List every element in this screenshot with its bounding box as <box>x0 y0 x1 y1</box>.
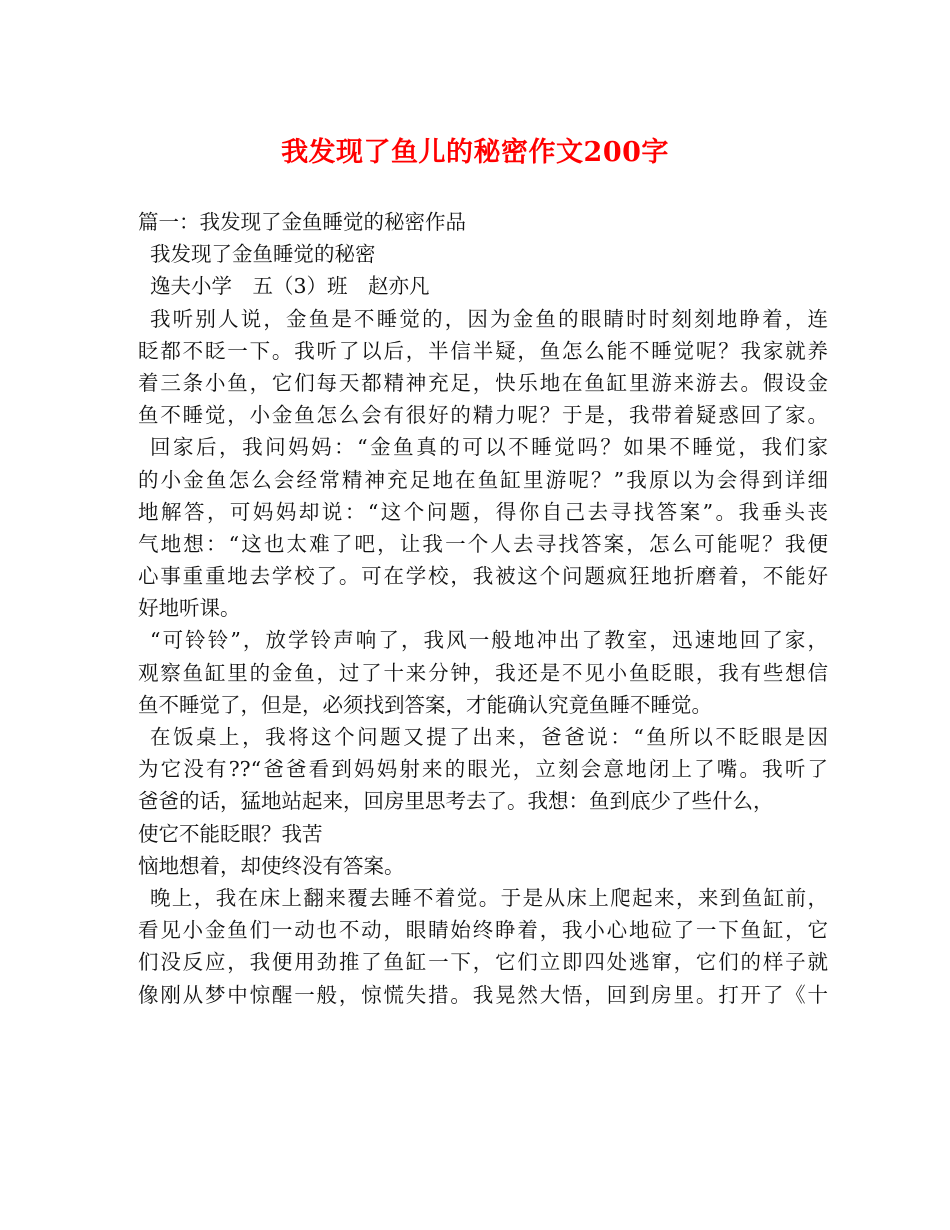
paragraph-line: 看见小金鱼们一动也不动，眼睛始终睁着，我小心地砬了一下鱼缸，它 <box>138 918 828 943</box>
paragraph-line: 鱼不睡觉，小金鱼怎么会有很好的精力呢？于是，我带着疑惑回了家。 <box>138 403 828 428</box>
paragraph-line: 眨都不眨一下。我听了以后，半信半疑，鱼怎么能不睡觉呢？我家就养 <box>138 338 828 363</box>
paragraph-line: 回家后，我问妈妈：“金鱼真的可以不睡觉吗？如果不睡觉，我们家 <box>150 435 828 460</box>
paragraph-line: 在饭桌上，我将这个问题又提了出来，爸爸说：“鱼所以不眨眼是因 <box>150 725 828 749</box>
paragraph-line: 的小金鱼怎么会经常精神充足地在鱼缸里游呢？”我原以为会得到详细 <box>138 467 828 492</box>
paragraph-line: 着三条小鱼，它们每天都精神充足，快乐地在鱼缸里游来游去。假设金 <box>138 370 828 395</box>
paragraph-line: 观察鱼缸里的金鱼，过了十来分钟，我还是不见小鱼眨眼，我有些想信 <box>138 660 828 685</box>
paragraph-line: 鱼不睡觉了，但是，必须找到答案，才能确认究竟鱼睡不睡觉。 <box>138 692 712 717</box>
paragraph-line: 篇一：我发现了金鱼睡觉的秘密作品 <box>138 210 466 234</box>
paragraph-line: 好地听课。 <box>138 596 241 621</box>
paragraph-line: 恼地想着，却使终没有答案。 <box>138 853 405 878</box>
paragraph-line: 们没反应，我便用劲推了鱼缸一下，它们立即四处逃窜，它们的样子就 <box>138 950 828 975</box>
paragraph-line: 气地想：“这也太难了吧，让我一个人去寻找答案，怎么可能呢？我便 <box>138 531 828 556</box>
paragraph-line: 晚上，我在床上翻来覆去睡不着觉。于是从床上爬起来，来到鱼缸前， <box>150 885 828 910</box>
paragraph-line: 逸夫小学 五（3）班 赵亦凡 <box>150 274 430 299</box>
paragraph-line: 我发现了金鱼睡觉的秘密 <box>150 242 376 267</box>
paragraph-line: 地解答，可妈妈却说：“这个问题，得你自己去寻找答案”。我垂头丧 <box>138 499 828 524</box>
document-title: 我发现了鱼儿的秘密作文200字 <box>281 137 669 168</box>
paragraph-line: 我听别人说，金鱼是不睡觉的，因为金鱼的眼睛时时刻刻地睁着，连 <box>150 306 828 331</box>
paragraph-line: “可铃铃”，放学铃声响了，我风一般地冲出了教室，迅速地回了家， <box>150 628 828 653</box>
paragraph-line: 像刚从梦中惊醒一般，惊慌失措。我晃然大悟，回到房里。打开了《十 <box>138 982 828 1007</box>
paragraph-line: 为它没有??“爸爸看到妈妈射来的眼光，立刻会意地闭上了嘴。我听了 <box>138 757 828 782</box>
document-body <box>138 206 828 1011</box>
paragraph-line: 使它不能眨眼？我苦 <box>138 821 323 846</box>
paragraph-line: 心事重重地去学校了。可在学校，我被这个问题疯狂地折磨着，不能好 <box>138 564 828 589</box>
paragraph-line: 爸爸的话，猛地站起来，回房里思考去了。我想：鱼到底少了些什么， <box>138 789 774 814</box>
